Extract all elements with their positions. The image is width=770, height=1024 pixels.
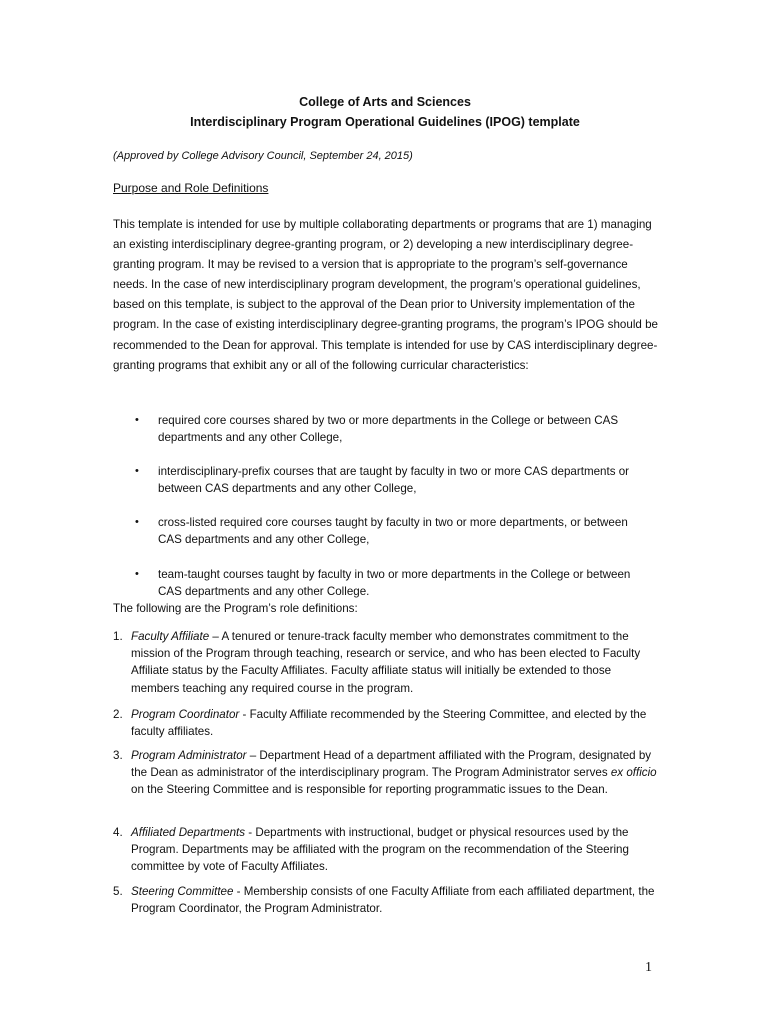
page-number: 1: [645, 960, 652, 975]
role-text: [131, 883, 658, 917]
bullet-text: cross-listed required core courses taught by faculty in two or more departments, or between CAS departments and any other College,: [158, 516, 628, 546]
role-definition: - Departments with instructional, budget or physical resources used by the Program. Departments may be affiliated with the program on the recommendation of the Steering committee by vote of Faculty Affiliates.: [131, 826, 629, 874]
role-term: Steering Committee: [131, 885, 234, 898]
role-definition-part-b: on the Steering Committee and is responsible for reporting programmatic issues to the Dean.: [131, 783, 608, 797]
bullet-text: required core courses shared by two or more departments in the College or between CAS departments and any other College,: [158, 414, 619, 444]
role-definition-part-a: – Department Head of a department affiliated with the Program, designated by the Dean as administrator of the interdisciplinary program. The Program Administrator serves: [131, 749, 652, 780]
role-term: Faculty Affiliate: [131, 630, 210, 643]
role-text: [131, 706, 658, 740]
bullet-text: team-taught courses taught by faculty in two or more departments in the College or between CAS departments and any other College.: [158, 568, 631, 598]
role-definition: - Faculty Affiliate recommended by the Steering Committee, and elected by the faculty affiliates.: [131, 708, 647, 739]
role-number: 2.: [113, 708, 123, 721]
bullet-icon: •: [135, 568, 139, 580]
bullet-text: interdisciplinary-prefix courses that are taught by faculty in two or more CAS departments or between CAS departments and any other College,: [158, 465, 630, 495]
role-term: Program Administrator: [131, 749, 247, 762]
roles-intro: The following are the Program’s role definitions:: [113, 602, 358, 615]
role-term: Program Coordinator: [131, 708, 240, 721]
role-number: 5.: [113, 885, 123, 898]
role-emphasis: ex officio: [610, 766, 657, 780]
role-term: Affiliated Departments: [131, 826, 246, 839]
role-text: [131, 824, 658, 876]
bullet-icon: •: [135, 414, 139, 426]
bullet-icon: •: [135, 516, 139, 528]
bullet-icon: •: [135, 465, 139, 477]
role-definition: – A tenured or tenure-track faculty member who demonstrates commitment to the mission of the Program through teaching, research or service, and who has been elected to Faculty Affiliate status by the Faculty Affiliates. Faculty affiliate status will initially be extended to those members teaching any required course in the program.: [131, 630, 641, 695]
intro-paragraph: This template is intended for use by multiple collaborating departments or programs that are 1) managing an existing interdisciplinary degree-granting program, or 2) developing a new interdisciplinary degree-granting program. It may be revised to a version that is appropriate to the program’s self-governance needs. In the case of new interdisciplinary program development, the program’s operational guidelines, based on this template, is subject to the approval of the Dean prior to University implementation of the program. In the case of existing interdisciplinary degree-granting programs, the program’s IPOG should be recommended to the Dean for approval. This template is intended for use by CAS interdisciplinary degree-granting programs that exhibit any or all of the following curricular characteristics:: [113, 218, 658, 372]
role-number: 4.: [113, 826, 123, 839]
role-number: 1.: [113, 630, 123, 643]
approval-note: (Approved by College Advisory Council, September 24, 2015): [113, 150, 413, 162]
role-definition: - Membership consists of one Faculty Affiliate from each affiliated department, the Program Coordinator, the Program Administrator.: [131, 885, 655, 916]
role-text: [131, 747, 658, 799]
section-heading: Purpose and Role Definitions: [113, 181, 269, 195]
role-text: [131, 628, 658, 697]
college-title: College of Arts and Sciences: [299, 95, 471, 109]
role-number: 3.: [113, 749, 123, 762]
document-title: Interdisciplinary Program Operational Guidelines (IPOG) template: [190, 115, 580, 129]
